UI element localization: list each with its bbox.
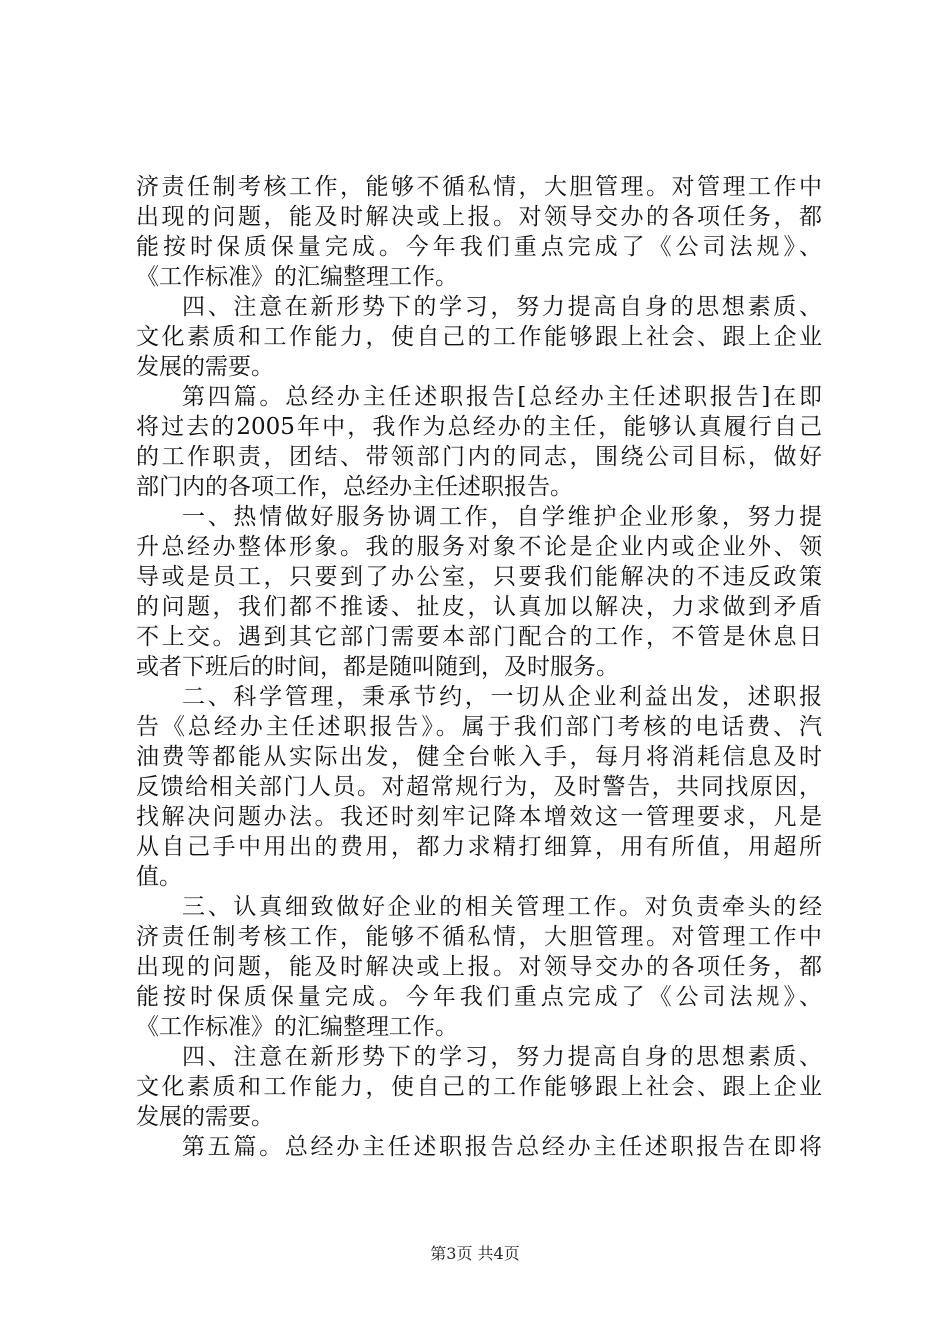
- text-line: 从自己手中用出的费用，都力求精打细算，用有所值，用超所: [136, 834, 822, 860]
- text-line: 反馈给相关部门人员。对超常规行为，及时警告，共同找原因，: [136, 774, 822, 800]
- text-line: 第四篇。总经办主任述职报告[总经办主任述职报告]在即: [182, 384, 822, 410]
- text-line: 出现的问题，能及时解决或上报。对领导交办的各项任务，都: [136, 204, 822, 230]
- text-line: 能按时保质保量完成。今年我们重点完成了《公司法规》、: [136, 234, 822, 260]
- text-line: 能按时保质保量完成。今年我们重点完成了《公司法规》、: [136, 984, 822, 1010]
- document-body: [136, 172, 822, 1162]
- page-footer: 第3页 共4页: [430, 1244, 520, 1263]
- text-line: 将过去的2005年中，我作为总经办的主任，能够认真履行自己: [136, 414, 822, 440]
- text-line: 出现的问题，能及时解决或上报。对领导交办的各项任务，都: [136, 954, 822, 980]
- text-line: 《工作标准》的汇编整理工作。: [136, 1014, 458, 1040]
- text-line: 的工作职责，团结、带领部门内的同志，围绕公司目标，做好: [136, 444, 822, 470]
- text-line: 一、热情做好服务协调工作，自学维护企业形象，努力提: [182, 504, 822, 530]
- text-line: 文化素质和工作能力，使自己的工作能够跟上社会、跟上企业: [136, 324, 822, 350]
- text-line: 文化素质和工作能力，使自己的工作能够跟上社会、跟上企业: [136, 1074, 822, 1100]
- text-line: 发展的需要。: [136, 354, 274, 380]
- text-line: 油费等都能从实际出发，健全台帐入手，每月将消耗信息及时: [136, 744, 822, 770]
- text-line: 不上交。遇到其它部门需要本部门配合的工作，不管是休息日: [136, 624, 822, 650]
- text-line: 导或是员工，只要到了办公室，只要我们能解决的不违反政策: [136, 564, 822, 590]
- text-line: 部门内的各项工作，总经办主任述职报告。: [136, 474, 573, 500]
- text-line: 三、认真细致做好企业的相关管理工作。对负责牵头的经: [182, 894, 822, 920]
- text-line: 值。: [136, 864, 182, 890]
- text-line: 《工作标准》的汇编整理工作。: [136, 264, 458, 290]
- text-line: 济责任制考核工作，能够不循私情，大胆管理。对管理工作中: [136, 924, 822, 950]
- text-line: 升总经办整体形象。我的服务对象不论是企业内或企业外、领: [136, 534, 822, 560]
- text-line: 四、注意在新形势下的学习，努力提高自身的思想素质、: [182, 294, 822, 320]
- text-line: 找解决问题办法。我还时刻牢记降本增效这一管理要求，凡是: [136, 804, 822, 830]
- text-line: 二、科学管理，秉承节约，一切从企业利益出发，述职报: [182, 684, 822, 710]
- text-line: 告《总经办主任述职报告》。属于我们部门考核的电话费、汽: [136, 714, 822, 740]
- text-line: 或者下班后的时间，都是随叫随到，及时服务。: [136, 654, 619, 680]
- text-line: 发展的需要。: [136, 1104, 274, 1130]
- text-line: 第五篇。总经办主任述职报告总经办主任述职报告在即将: [182, 1134, 822, 1160]
- text-line: 济责任制考核工作，能够不循私情，大胆管理。对管理工作中: [136, 174, 822, 200]
- text-line: 四、注意在新形势下的学习，努力提高自身的思想素质、: [182, 1044, 822, 1070]
- text-line: 的问题，我们都不推诿、扯皮，认真加以解决，力求做到矛盾: [136, 594, 822, 620]
